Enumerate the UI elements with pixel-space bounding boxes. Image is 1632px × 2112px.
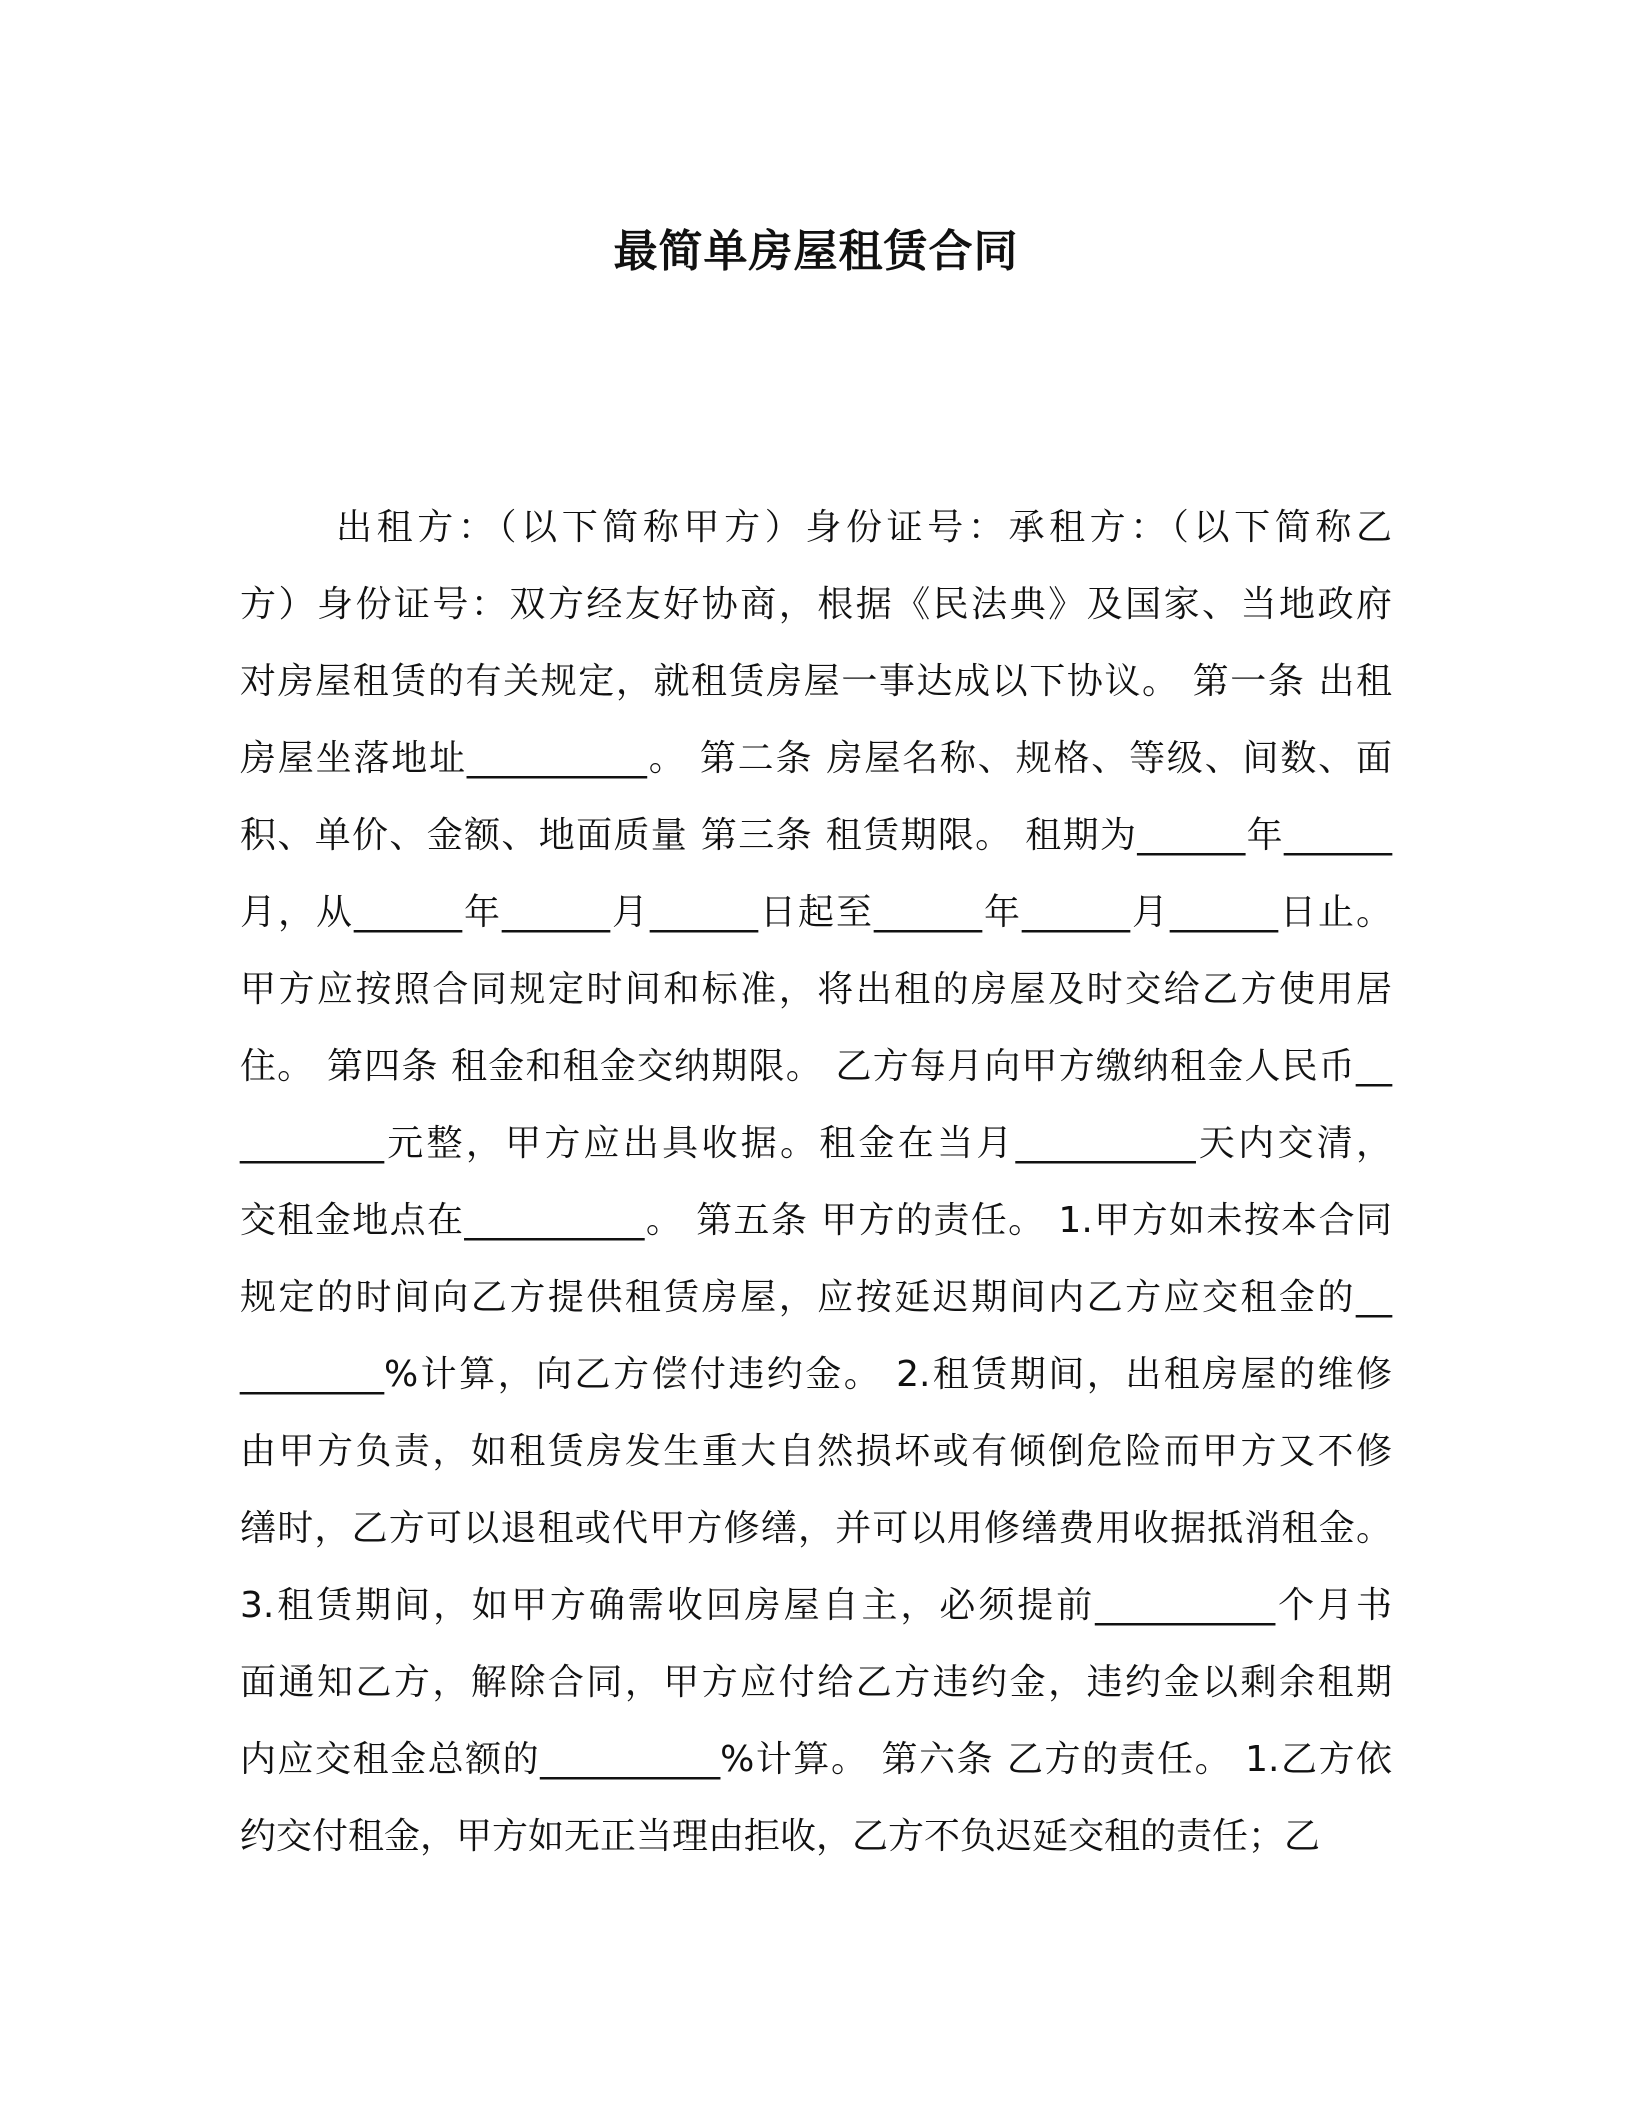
document-title: 最简单房屋租赁合同 — [613, 226, 1019, 277]
body-line: 约交付租金，甲方如无正当理由拒收，乙方不负迟延交租的责任；乙 — [240, 1816, 1321, 1857]
body-line: ________元整，甲方应出具收据。租金在当月__________天内交清， — [240, 1123, 1392, 1164]
body-line: 月，从______年______月______日起至______年______月______日止。 — [240, 892, 1392, 933]
body-line: 面通知乙方，解除合同，甲方应付给乙方违约金，违约金以剩余租期 — [240, 1662, 1392, 1703]
body-line: 对房屋租赁的有关规定，就租赁房屋一事达成以下协议。 第一条 出租 — [240, 661, 1392, 702]
body-line: 住。 第四条 租金和租金交纳期限。 乙方每月向甲方缴纳租金人民币__ — [240, 1046, 1392, 1087]
body-line: 由甲方负责，如租赁房发生重大自然损坏或有倾倒危险而甲方又不修 — [240, 1431, 1392, 1472]
body-line: 积、单价、金额、地面质量 第三条 租赁期限。 租期为______年______ — [240, 815, 1392, 856]
document-body — [240, 489, 1392, 1875]
body-line: ________%计算，向乙方偿付违约金。 2.租赁期间，出租房屋的维修 — [240, 1354, 1392, 1395]
body-line: 方）身份证号：双方经友好协商，根据《民法典》及国家、当地政府 — [240, 584, 1392, 625]
body-line: 交租金地点在__________。 第五条 甲方的责任。 1.甲方如未按本合同 — [240, 1200, 1392, 1241]
body-line: 缮时，乙方可以退租或代甲方修缮，并可以用修缮费用收据抵消租金。 — [240, 1508, 1392, 1549]
body-line: 规定的时间向乙方提供租赁房屋，应按延迟期间内乙方应交租金的__ — [240, 1277, 1392, 1318]
body-line: 3.租赁期间，如甲方确需收回房屋自主，必须提前__________个月书 — [240, 1585, 1392, 1626]
body-line: 出租方：（以下简称甲方）身份证号：承租方：（以下简称乙 — [336, 507, 1392, 548]
body-line: 内应交租金总额的__________%计算。 第六条 乙方的责任。 1.乙方依 — [240, 1739, 1392, 1780]
body-line: 甲方应按照合同规定时间和标准，将出租的房屋及时交给乙方使用居 — [240, 969, 1392, 1010]
body-line: 房屋坐落地址__________。 第二条 房屋名称、规格、等级、间数、面 — [240, 738, 1392, 779]
